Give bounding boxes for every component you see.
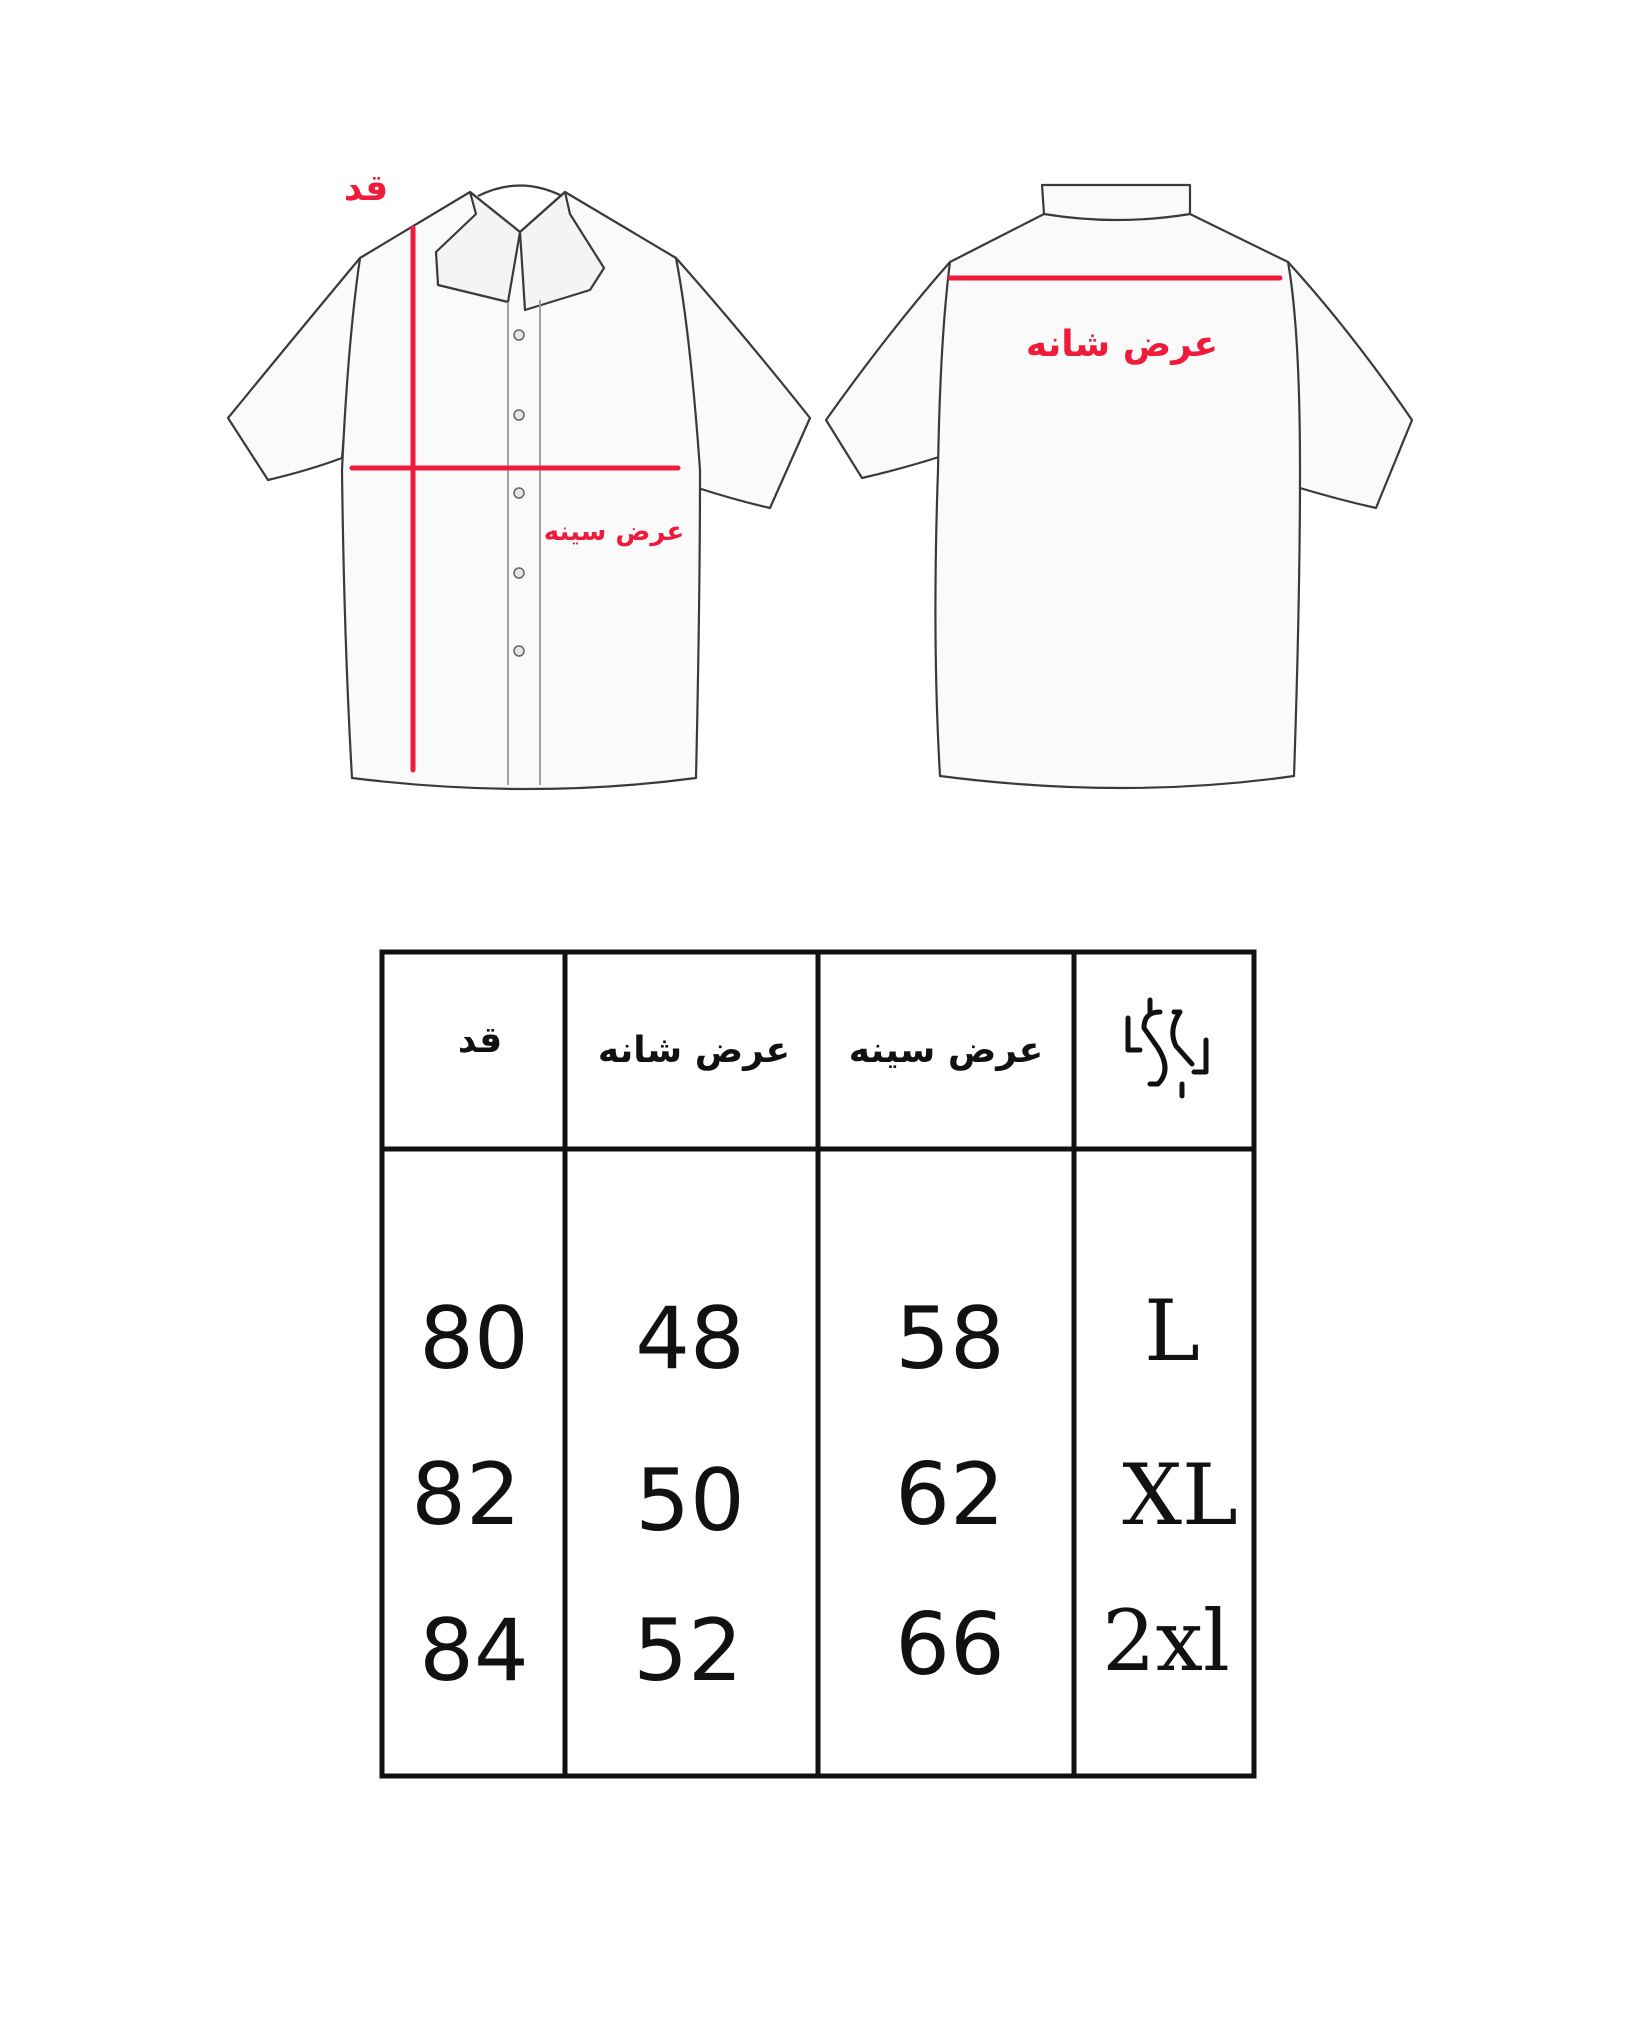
shoulder-value-row-1: 48	[635, 1289, 745, 1389]
header-shoulder: عرض شانه	[597, 1030, 791, 1071]
shoulder-value-row-2: 50	[635, 1451, 745, 1551]
length-value-row-2: 82	[411, 1445, 521, 1545]
shoulder-label: عرض شانه	[1025, 324, 1219, 365]
shoulder-value-row-3: 52	[633, 1601, 743, 1701]
size-label-row-1: L	[1144, 1282, 1200, 1380]
header-chest: عرض سینه	[848, 1030, 1044, 1071]
chest-value-row-3: 66	[895, 1595, 1005, 1695]
chest-label: عرض سینه	[543, 517, 685, 547]
length-value-row-1: 80	[419, 1289, 529, 1389]
header-length: قد	[457, 1020, 503, 1061]
ns-monogram-icon	[1128, 1000, 1206, 1096]
length-value-row-3: 84	[419, 1601, 529, 1701]
size-label-row-3: 2xl	[1102, 1592, 1230, 1690]
length-label: قد	[343, 168, 389, 209]
size-label-row-2: XL	[1122, 1446, 1238, 1544]
chest-value-row-1: 58	[895, 1289, 1005, 1389]
chest-value-row-2: 62	[895, 1445, 1005, 1545]
